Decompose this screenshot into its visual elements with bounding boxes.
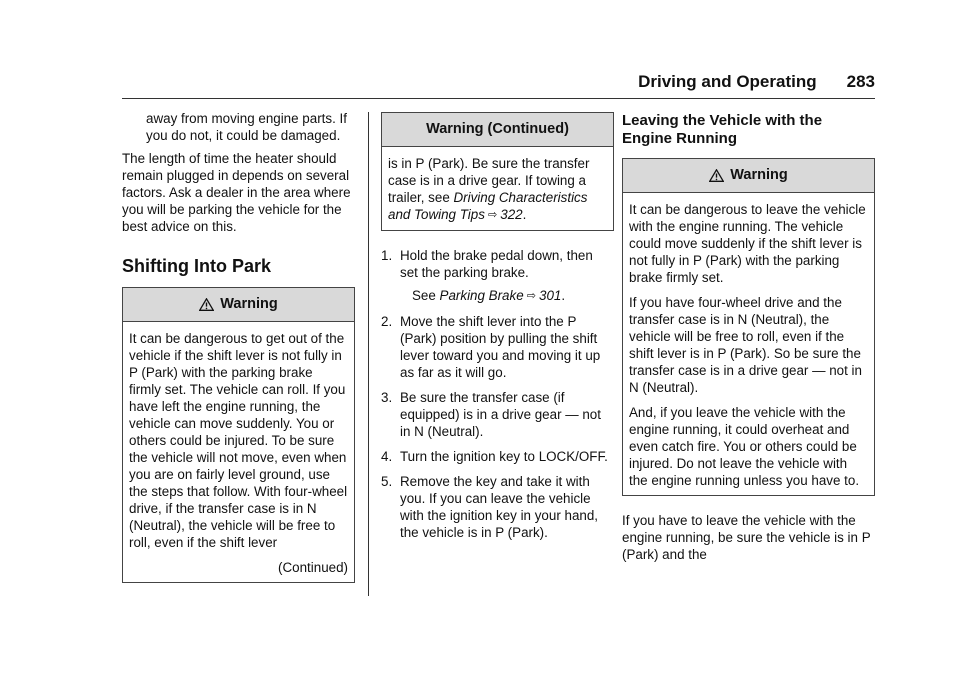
warning-text-part: is in P (Park). Be sure the transfer case is in a drive gear. If towing a trailer, see	[388, 156, 590, 205]
reference-page[interactable]: 322	[500, 207, 523, 222]
paragraph: If you have to leave the vehicle with the engine running, be sure the vehicle is in P (Park) and the	[622, 513, 871, 562]
page-number: 283	[846, 72, 875, 91]
step-number: 5.	[381, 474, 393, 489]
warning-header	[382, 113, 613, 147]
warning-paragraph: If you have four-wheel drive and the transfer case is in N (Neutral), the vehicle will be free to roll, even if the shift lever is in P (Park). So be sure the transfer case is in a drive gear — not in N (Neutral).	[629, 295, 862, 395]
reference-arrow-icon: ⇨	[523, 290, 539, 302]
section-heading: Shifting Into Park	[122, 256, 272, 276]
step-number: 4.	[381, 449, 393, 464]
steps-list	[381, 247, 614, 541]
warning-box-continued	[381, 112, 614, 231]
list-item	[381, 448, 614, 465]
see-reference	[400, 287, 614, 305]
header-rule	[122, 98, 875, 99]
warning-body	[123, 322, 354, 582]
warning-triangle-icon	[199, 298, 214, 311]
reference-arrow-icon: ⇨	[484, 209, 501, 221]
section-title: Driving and Operating	[638, 72, 817, 91]
warning-box	[122, 287, 355, 583]
warning-text-part: .	[522, 207, 527, 222]
reference-link[interactable]: Driving Characteristics and Towing Tips	[388, 190, 588, 222]
page-header	[122, 72, 875, 98]
warning-header	[123, 288, 354, 322]
reference-link[interactable]: Parking Brake	[439, 288, 524, 303]
step-number: 3.	[381, 390, 393, 405]
warning-body	[382, 147, 613, 230]
step-number: 2.	[381, 314, 393, 329]
reference-page[interactable]: 301	[539, 288, 562, 303]
continued-text: away from moving engine parts. If you do not, it could be damaged.	[146, 111, 347, 143]
step-text: Turn the ignition key to LOCK/OFF.	[400, 449, 608, 464]
warning-header	[623, 159, 874, 193]
step-text: Hold the brake pedal down, then set the parking brake.	[400, 248, 593, 280]
column-divider	[368, 112, 369, 596]
step-text: Remove the key and take it with you. If you can leave the vehicle with the ignition key in your hand, the vehicle is in P (Park).	[400, 474, 599, 540]
warning-title: Warning	[730, 167, 788, 183]
warning-body	[623, 193, 874, 495]
warning-text	[388, 155, 607, 224]
column-3	[622, 110, 875, 563]
paragraph: The length of time the heater should remain plugged in depends on several factors. Ask a dealer in the area where you will be parking the vehicle for the best advice on this.	[122, 151, 351, 234]
list-item	[381, 247, 614, 305]
warning-box	[622, 158, 875, 496]
see-suffix: .	[561, 288, 566, 303]
subsection-heading: Leaving the Vehicle with the Engine Running	[622, 112, 823, 147]
list-item	[381, 473, 614, 541]
warning-paragraph: And, if you leave the vehicle with the engine running, it could overheat and even catch fire. You or others could be injured. Do not leave the vehicle with the engine running unless you have to.	[629, 405, 860, 488]
list-item	[381, 389, 614, 440]
column-2	[381, 110, 614, 541]
step-number: 1.	[381, 248, 393, 263]
step-text: Be sure the transfer case (if equipped) is in a drive gear — not in N (Neutral).	[400, 390, 601, 439]
warning-title: Warning	[220, 296, 278, 312]
continued-label: (Continued)	[278, 560, 348, 575]
step-text: Move the shift lever into the P (Park) position by pulling the shift lever toward you and moving it up as far as it will go.	[400, 314, 601, 380]
column-1	[122, 110, 355, 583]
warning-title: Warning (Continued)	[426, 121, 569, 137]
list-item	[381, 313, 614, 381]
see-prefix: See	[412, 288, 440, 303]
warning-paragraph: It can be dangerous to leave the vehicle with the engine running. The vehicle could move suddenly if the shift lever is not fully in P (Park) with the parking brake firmly set.	[629, 202, 866, 285]
warning-triangle-icon	[709, 169, 724, 182]
warning-text: It can be dangerous to get out of the vehicle if the shift lever is not fully in P (Park) with the parking brake firmly set. The vehicle can roll. If you have left the engine running, the vehicle can move suddenly. You or others could be injured. To be sure the vehicle will not move, even when you are on fairly level ground, use the steps that follow. With four-wheel drive, if the transfer case is in N (Neutral), the vehicle will be free to roll, even if the shift lever	[129, 331, 348, 550]
